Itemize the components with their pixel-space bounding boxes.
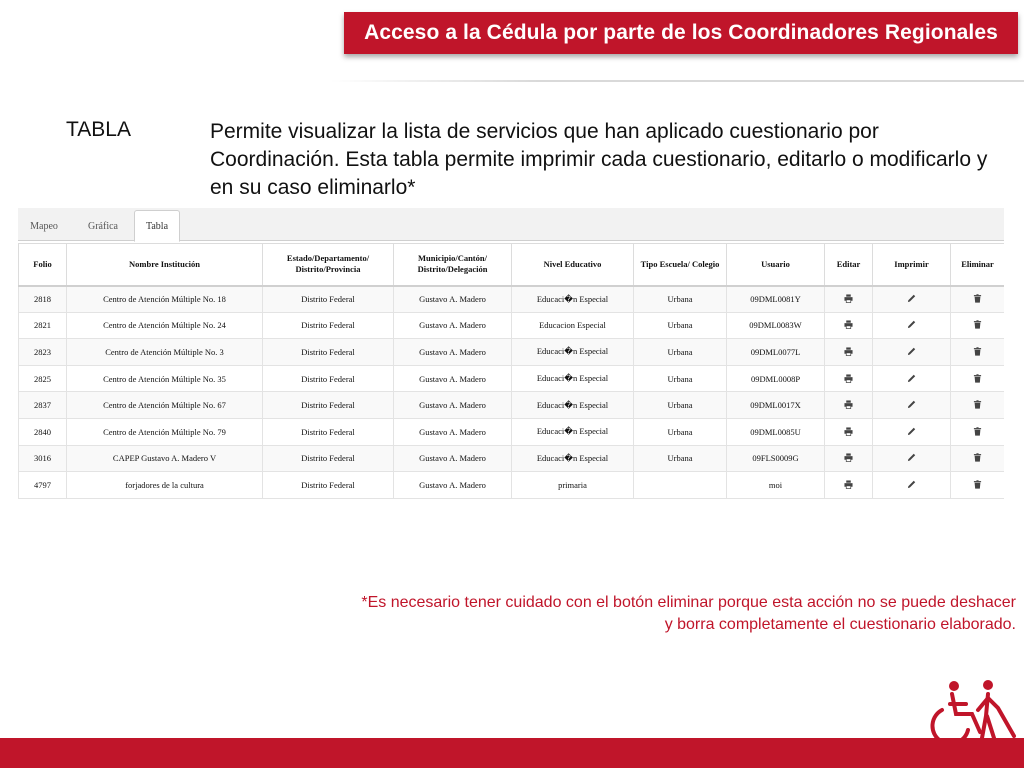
cell-folio: 2825 bbox=[19, 365, 67, 392]
cell-municipio: Gustavo A. Madero bbox=[394, 312, 512, 339]
trash-icon[interactable] bbox=[973, 294, 982, 302]
cell-usuario: 09DML0017X bbox=[727, 392, 825, 419]
cell-estado: Distrito Federal bbox=[263, 392, 394, 419]
col-header: Imprimir bbox=[873, 244, 951, 286]
cell-imprimir bbox=[873, 312, 951, 339]
table-row bbox=[19, 418, 1005, 445]
table-row bbox=[19, 445, 1005, 472]
col-header: Eliminar bbox=[951, 244, 1005, 286]
col-header[interactable]: Nombre Institución bbox=[67, 244, 263, 286]
printer-icon[interactable] bbox=[844, 400, 853, 408]
cell-eliminar bbox=[951, 445, 1005, 472]
pencil-icon[interactable] bbox=[907, 320, 916, 328]
cell-tipo: Urbana bbox=[634, 339, 727, 366]
cell-institucion: Centro de Atención Múltiple No. 67 bbox=[67, 392, 263, 419]
cell-tipo: Urbana bbox=[634, 312, 727, 339]
cell-imprimir bbox=[873, 418, 951, 445]
section-label: TABLA bbox=[66, 118, 131, 141]
cell-institucion: CAPEP Gustavo A. Madero V bbox=[67, 445, 263, 472]
cell-eliminar bbox=[951, 286, 1005, 313]
cell-imprimir bbox=[873, 445, 951, 472]
pencil-icon[interactable] bbox=[907, 427, 916, 435]
cell-institucion: Centro de Atención Múltiple No. 79 bbox=[67, 418, 263, 445]
cell-eliminar bbox=[951, 339, 1005, 366]
cell-editar bbox=[825, 418, 873, 445]
cell-institucion: Centro de Atención Múltiple No. 24 bbox=[67, 312, 263, 339]
cell-editar bbox=[825, 392, 873, 419]
printer-icon[interactable] bbox=[844, 294, 853, 302]
warning-line-1: *Es necesario tener cuidado con el botón eliminar porque esta acción no se puede deshacer bbox=[361, 594, 1016, 611]
cell-imprimir bbox=[873, 339, 951, 366]
cell-nivel: Educaci�n Especial bbox=[512, 339, 634, 366]
cell-estado: Distrito Federal bbox=[263, 312, 394, 339]
trash-icon[interactable] bbox=[973, 374, 982, 382]
cell-eliminar bbox=[951, 392, 1005, 419]
app-screenshot bbox=[18, 208, 1004, 500]
trash-icon[interactable] bbox=[973, 427, 982, 435]
cell-nivel: primaria bbox=[512, 472, 634, 499]
cell-municipio: Gustavo A. Madero bbox=[394, 339, 512, 366]
cell-folio: 2840 bbox=[19, 418, 67, 445]
cell-nivel: Educaci�n Especial bbox=[512, 445, 634, 472]
pencil-icon[interactable] bbox=[907, 400, 916, 408]
slide-title: Acceso a la Cédula por parte de los Coordinadores Regionales bbox=[344, 12, 1018, 54]
cell-editar bbox=[825, 445, 873, 472]
table-row bbox=[19, 392, 1005, 419]
cell-editar bbox=[825, 339, 873, 366]
cell-tipo bbox=[634, 472, 727, 499]
cell-folio: 2837 bbox=[19, 392, 67, 419]
cell-editar bbox=[825, 365, 873, 392]
pencil-icon[interactable] bbox=[907, 347, 916, 355]
trash-icon[interactable] bbox=[973, 320, 982, 328]
col-header[interactable]: Municipio/Cantón/ Distrito/Delegación bbox=[394, 244, 512, 286]
printer-icon[interactable] bbox=[844, 374, 853, 382]
cell-editar bbox=[825, 472, 873, 499]
col-header[interactable]: Tipo Escuela/ Colegio bbox=[634, 244, 727, 286]
cell-estado: Distrito Federal bbox=[263, 365, 394, 392]
cell-editar bbox=[825, 286, 873, 313]
table-row bbox=[19, 365, 1005, 392]
cell-municipio: Gustavo A. Madero bbox=[394, 418, 512, 445]
cell-eliminar bbox=[951, 472, 1005, 499]
cell-usuario: 09DML0077L bbox=[727, 339, 825, 366]
cell-imprimir bbox=[873, 472, 951, 499]
trash-icon[interactable] bbox=[973, 400, 982, 408]
cell-eliminar bbox=[951, 418, 1005, 445]
cell-nivel: Educaci�n Especial bbox=[512, 286, 634, 313]
cell-imprimir bbox=[873, 286, 951, 313]
accessibility-logo-icon bbox=[928, 678, 1020, 740]
pencil-icon[interactable] bbox=[907, 294, 916, 302]
cell-municipio: Gustavo A. Madero bbox=[394, 445, 512, 472]
cell-folio: 4797 bbox=[19, 472, 67, 499]
printer-icon[interactable] bbox=[844, 480, 853, 488]
cell-usuario: moi bbox=[727, 472, 825, 499]
cell-municipio: Gustavo A. Madero bbox=[394, 286, 512, 313]
cell-usuario: 09DML0081Y bbox=[727, 286, 825, 313]
cell-editar bbox=[825, 312, 873, 339]
cell-folio: 3016 bbox=[19, 445, 67, 472]
cell-eliminar bbox=[951, 365, 1005, 392]
printer-icon[interactable] bbox=[844, 347, 853, 355]
col-header[interactable]: Usuario bbox=[727, 244, 825, 286]
cell-institucion: Centro de Atención Múltiple No. 3 bbox=[67, 339, 263, 366]
cell-estado: Distrito Federal bbox=[263, 472, 394, 499]
cell-folio: 2821 bbox=[19, 312, 67, 339]
tab-tabla[interactable]: Tabla bbox=[134, 210, 180, 242]
cell-nivel: Educaci�n Especial bbox=[512, 365, 634, 392]
cell-usuario: 09DML0083W bbox=[727, 312, 825, 339]
cell-estado: Distrito Federal bbox=[263, 445, 394, 472]
cell-usuario: 09DML0008P bbox=[727, 365, 825, 392]
footer-band bbox=[0, 738, 1024, 768]
cell-nivel: Educaci�n Especial bbox=[512, 418, 634, 445]
cell-usuario: 09DML0085U bbox=[727, 418, 825, 445]
trash-icon[interactable] bbox=[973, 347, 982, 355]
section-description: Permite visualizar la lista de servicios que han aplicado cuestionario por Coordinación. Esta tabla permite imprimir cada cuestionario, editarlo o modificarlo y en su caso eliminarlo* bbox=[210, 120, 988, 199]
cell-estado: Distrito Federal bbox=[263, 286, 394, 313]
cell-imprimir bbox=[873, 392, 951, 419]
printer-icon[interactable] bbox=[844, 320, 853, 328]
cell-tipo: Urbana bbox=[634, 445, 727, 472]
tab-mapeo[interactable]: Mapeo bbox=[30, 220, 58, 232]
pencil-icon[interactable] bbox=[907, 374, 916, 382]
cell-usuario: 09FLS0009G bbox=[727, 445, 825, 472]
table-row bbox=[19, 472, 1005, 499]
trash-icon[interactable] bbox=[973, 480, 982, 488]
pencil-icon[interactable] bbox=[907, 480, 916, 488]
cell-folio: 2823 bbox=[19, 339, 67, 366]
cell-municipio: Gustavo A. Madero bbox=[394, 365, 512, 392]
cell-municipio: Gustavo A. Madero bbox=[394, 472, 512, 499]
col-header[interactable]: Estado/Departamento/ Distrito/Provincia bbox=[263, 244, 394, 286]
cell-tipo: Urbana bbox=[634, 392, 727, 419]
warning-line-2: y borra completamente el cuestionario elaborado. bbox=[664, 616, 1016, 633]
tab-grafica[interactable]: Gráfica bbox=[88, 220, 118, 232]
cell-estado: Distrito Federal bbox=[263, 339, 394, 366]
table-header-row bbox=[19, 244, 1005, 286]
delete-warning bbox=[236, 592, 1018, 636]
cell-tipo: Urbana bbox=[634, 286, 727, 313]
col-header[interactable]: Nivel Educativo bbox=[512, 244, 634, 286]
cell-municipio: Gustavo A. Madero bbox=[394, 392, 512, 419]
cell-nivel: Educacion Especial bbox=[512, 312, 634, 339]
cell-imprimir bbox=[873, 365, 951, 392]
divider bbox=[330, 80, 1024, 82]
col-header[interactable]: Folio bbox=[19, 244, 67, 286]
table-row bbox=[19, 286, 1005, 313]
trash-icon[interactable] bbox=[973, 453, 982, 461]
cell-estado: Distrito Federal bbox=[263, 418, 394, 445]
cell-eliminar bbox=[951, 312, 1005, 339]
cell-tipo: Urbana bbox=[634, 418, 727, 445]
table-row bbox=[19, 339, 1005, 366]
table-row bbox=[19, 312, 1005, 339]
services-table bbox=[18, 243, 1004, 499]
cell-institucion: Centro de Atención Múltiple No. 35 bbox=[67, 365, 263, 392]
cell-tipo: Urbana bbox=[634, 365, 727, 392]
pencil-icon[interactable] bbox=[907, 453, 916, 461]
printer-icon[interactable] bbox=[844, 453, 853, 461]
printer-icon[interactable] bbox=[844, 427, 853, 435]
cell-institucion: Centro de Atención Múltiple No. 18 bbox=[67, 286, 263, 313]
cell-institucion: forjadores de la cultura bbox=[67, 472, 263, 499]
cell-folio: 2818 bbox=[19, 286, 67, 313]
tabs-bar bbox=[18, 208, 1004, 241]
cell-nivel: Educaci�n Especial bbox=[512, 392, 634, 419]
col-header: Editar bbox=[825, 244, 873, 286]
